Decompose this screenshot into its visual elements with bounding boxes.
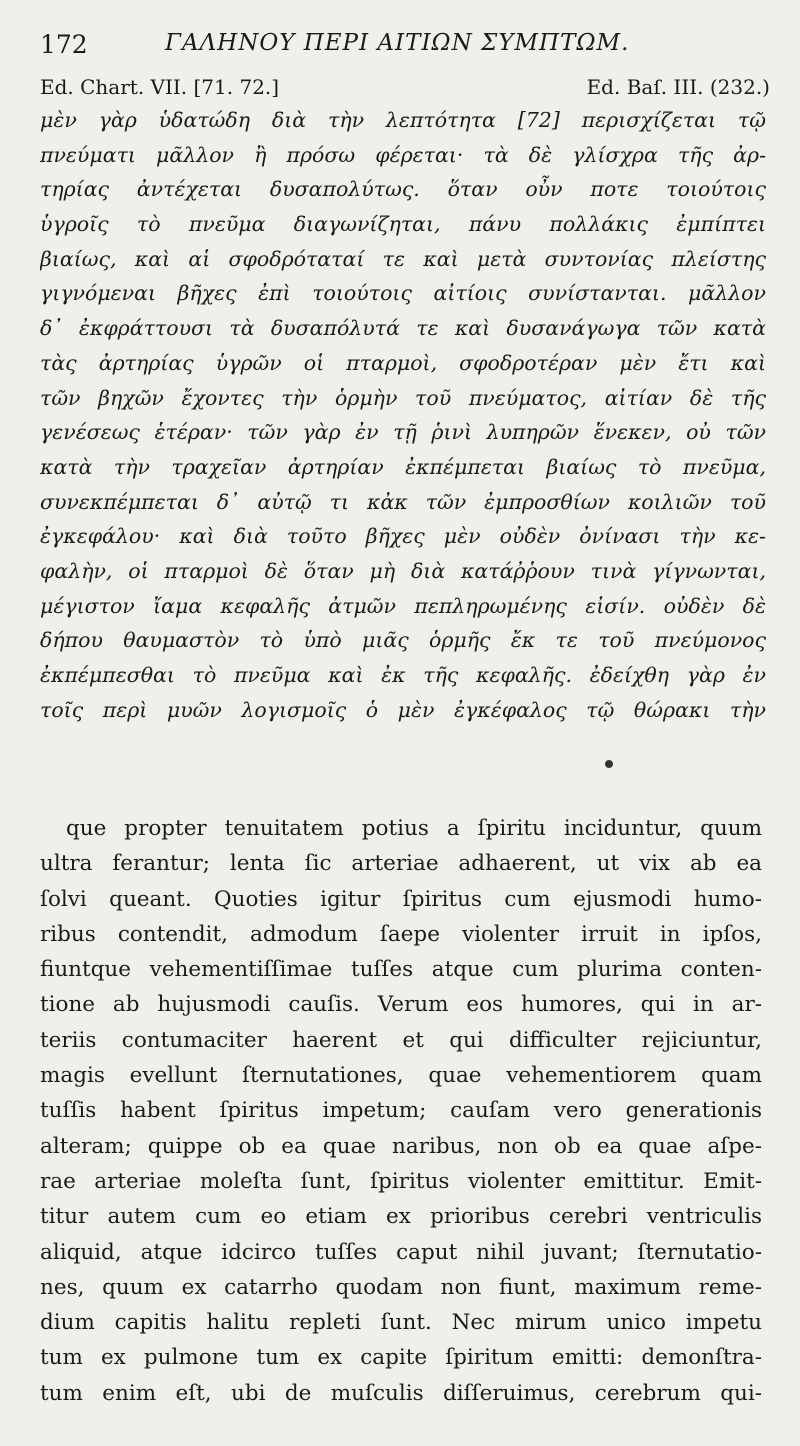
running-title: ΓΑΛΗΝΟΥ ΠΕΡΙ ΑΙΤΙΩΝ ΣΥΜΠΤΩΜ. (165, 30, 630, 56)
greek-line: τῶν βηχῶν ἔχοντες τὴν ὁρμὴν τοῦ πνεύματος, αἰτίαν δὲ τῆς (40, 385, 766, 410)
greek-line: μέγιστον ἴαμα κεφαλῆς ἀτμῶν πεπληρωμένης εἰσίν. οὐδὲν δὲ (40, 593, 766, 618)
edition-references (40, 75, 770, 105)
greek-line: ἐκπέμπεσθαι τὸ πνεῦμα καὶ ἐκ τῆς κεφαλῆς. ἐδείχθη γὰρ ἐν (40, 663, 766, 687)
latin-line: fiuntque vehementiſſimae tuſſes atque cum plurima conten- (40, 957, 762, 983)
latin-line: tum ex pulmone tum ex capite ſpiritum emitti: demonſtra- (40, 1345, 762, 1371)
latin-line: ſolvi queant. Quoties igitur ſpiritus cum ejusmodi humo- (40, 886, 762, 912)
latin-translation (40, 811, 762, 1411)
greek-line: μὲν γὰρ ὑδατώδη διὰ τὴν λεπτότητα [72] περισχίζεται τῷ (40, 108, 766, 132)
greek-line: δήπου θαυμαστὸν τὸ ὑπὸ μιᾶς ὁρμῆς ἔκ τε τοῦ πνεύμονος (40, 628, 766, 653)
latin-line: alteram; quippe ob ea quae naribus, non ob ea quae aſpe- (40, 1133, 762, 1159)
page-number: 172 (40, 30, 88, 59)
latin-line: ribus contendit, admodum ſaepe violenter irruit in ipſos, (40, 921, 762, 947)
greek-line: συνεκπέμπεται δ᾽ αὐτῷ τι κἀκ τῶν ἐμπροσθίων κοιλιῶν τοῦ (40, 489, 766, 514)
latin-line: aliquid, atque idcirco tuſſes caput nihil juvant; ſternutatio- (40, 1239, 762, 1265)
greek-line: ἐγκεφάλου· καὶ διὰ τοῦτο βῆχες μὲν οὐδὲν ὀνίνασι τὴν κε- (40, 524, 766, 549)
edition-basel-ref: Ed. Baſ. III. (232.) (586, 75, 770, 99)
greek-line: τοῖς περὶ μυῶν λογισμοῖς ὁ μὲν ἐγκέφαλος τῷ θώρακι τὴν (40, 697, 766, 722)
latin-line: tione ab hujusmodi cauſis. Verum eos humores, qui in ar- (40, 992, 762, 1018)
printer-ornament-dot (605, 760, 613, 768)
latin-line: titur autem cum eo etiam ex prioribus cerebri ventriculis (40, 1204, 762, 1230)
greek-line: τὰς ἀρτηρίας ὑγρῶν οἱ πταρμοὶ, σφοδροτέραν μὲν ἔτι καὶ (40, 350, 766, 375)
greek-line: δ᾽ ἐκφράττουσι τὰ δυσαπόλυτά τε καὶ δυσανάγωγα τῶν κατὰ (40, 316, 766, 341)
latin-line: que propter tenuitatem potius a ſpiritu inciduntur, quum (66, 816, 762, 841)
greek-line: φαλὴν, οἱ πταρμοὶ δὲ ὅταν μὴ διὰ κατάῤῥουν τινὰ γίγνωνται, (40, 558, 766, 583)
latin-line: rae arteriae moleſta ſunt, ſpiritus violenter emittitur. Emit- (40, 1168, 762, 1194)
greek-line: τηρίας ἀντέχεται δυσαπολύτως. ὅταν οὖν ποτε τοιούτοις (40, 177, 766, 202)
latin-line: teriis contumaciter haerent et qui difficulter rejiciuntur, (40, 1027, 762, 1053)
greek-line: ὑγροῖς τὸ πνεῦμα διαγωνίζηται, πάνυ πολλάκις ἐμπίπτει (40, 212, 766, 237)
latin-line: tum enim eſt, ubi de muſculis diſſeruimus, cerebrum qui- (40, 1380, 762, 1406)
latin-line: ultra ferantur; lenta ſic arteriae adhaerent, ut vix ab ea (40, 851, 762, 877)
running-head (40, 28, 770, 64)
greek-line: γενέσεως ἑτέραν· τῶν γὰρ ἐν τῇ ῥινὶ λυπηρῶν ἕνεκεν, οὐ τῶν (40, 420, 766, 445)
greek-line: κατὰ τὴν τραχεῖαν ἀρτηρίαν ἐκπέμπεται βιαίως τὸ πνεῦμα, (40, 454, 766, 479)
greek-line: βιαίως, καὶ αἱ σφοδρόταταί τε καὶ μετὰ συντονίας πλείστης (40, 246, 766, 271)
greek-text (40, 103, 766, 727)
latin-line: dium capitis halitu repleti ſunt. Nec mirum unico impetu (40, 1310, 762, 1336)
latin-line: magis evellunt ſternutationes, quae vehementiorem quam (40, 1063, 762, 1089)
edition-chartier-ref: Ed. Chart. VII. [71. 72.] (40, 75, 280, 99)
greek-line: γιγνόμεναι βῆχες ἐπὶ τοιούτοις αἰτίοις συνίστανται. μᾶλλον (40, 281, 766, 306)
latin-line: tuſſis habent ſpiritus impetum; cauſam vero generationis (40, 1098, 762, 1124)
greek-line: πνεύματι μᾶλλον ἢ πρόσω φέρεται· τὰ δὲ γλίσχρα τῆς ἀρ- (40, 142, 766, 167)
latin-line: nes, quum ex catarrho quodam non fiunt, maximum reme- (40, 1274, 762, 1300)
